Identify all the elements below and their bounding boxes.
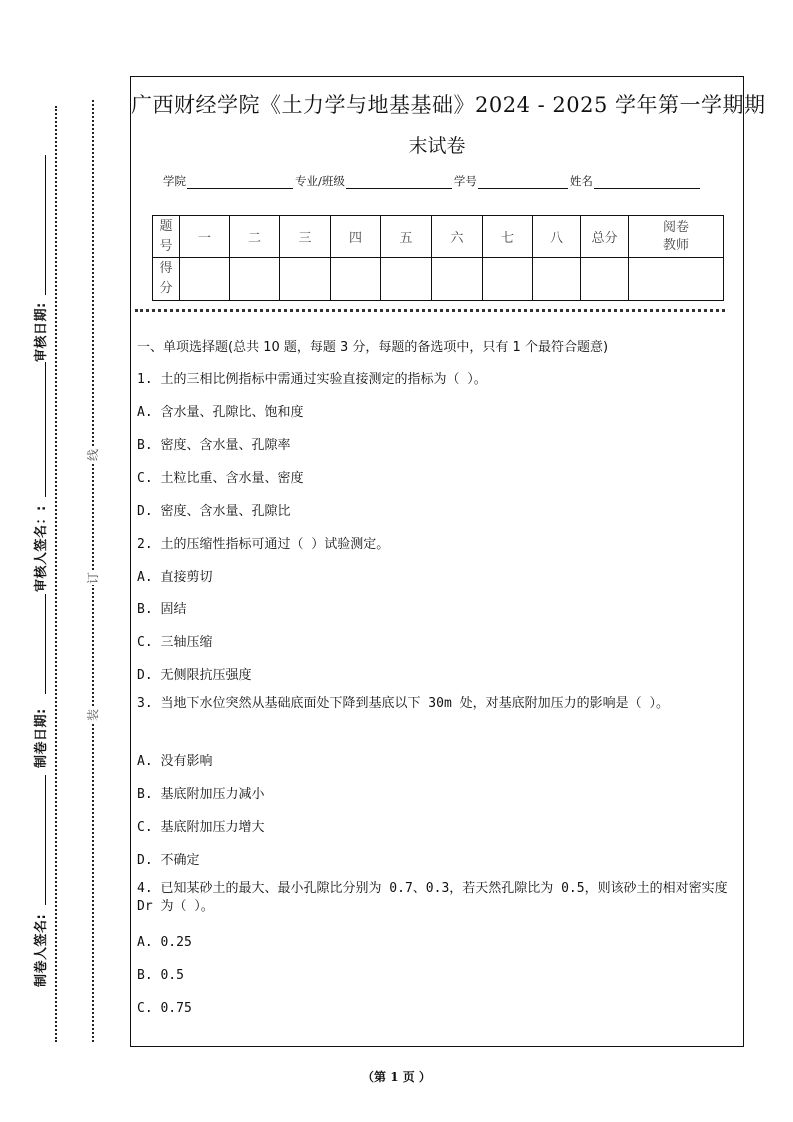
question-stem: 2. 土的压缩性指标可通过（ ）试验测定。 xyxy=(137,537,390,552)
question-option: C. 三轴压缩 xyxy=(137,635,213,650)
student-id-label: 学号 xyxy=(453,174,477,188)
compiler-signature-line xyxy=(45,775,46,905)
student-info-row xyxy=(163,173,702,189)
question-no-header: 题 号 xyxy=(153,216,180,258)
score-cell[interactable] xyxy=(331,258,381,301)
score-cell[interactable] xyxy=(180,258,230,301)
section-heading: 一、单项选择题(总共 10 题，每题 3 分，每题的备选项中，只有 1 个最符合题意) xyxy=(137,340,609,355)
score-cell[interactable] xyxy=(381,258,432,301)
question-option: B. 0.5 xyxy=(137,968,184,983)
binding-char-bind: 装 xyxy=(86,709,100,722)
major-class-field[interactable] xyxy=(346,176,452,189)
question-option: A. 0.25 xyxy=(137,935,192,950)
question-option: A. 含水量、孔隙比、饱和度 xyxy=(137,405,304,420)
binding-char-line: 线 xyxy=(86,449,100,462)
question-stem: 1. 土的三相比例指标中需通过实验直接测定的指标为（ ）。 xyxy=(137,372,487,387)
reviewer-signature-label: 审核人签名：: xyxy=(34,505,49,592)
reviewer-signature-line xyxy=(45,362,46,497)
question-option: A. 没有影响 xyxy=(137,754,213,769)
question-option: C. 基底附加压力增大 xyxy=(137,820,265,835)
score-table-score-row xyxy=(153,258,724,301)
dotted-separator xyxy=(135,309,725,312)
question-option: D. 无侧限抗压强度 xyxy=(137,668,252,683)
compile-date-label: 制卷日期: xyxy=(34,708,49,768)
exam-title-line2: 末试卷 xyxy=(408,135,466,157)
column-header: 七 xyxy=(483,216,533,258)
question-option: B. 固结 xyxy=(137,602,187,617)
college-field[interactable] xyxy=(187,176,293,189)
question-option: C. 0.75 xyxy=(137,1001,192,1016)
score-cell[interactable] xyxy=(280,258,331,301)
column-header: 一 xyxy=(180,216,230,258)
total-score-cell[interactable] xyxy=(581,258,629,301)
score-cell[interactable] xyxy=(432,258,483,301)
exam-frame xyxy=(130,76,766,1047)
column-header: 二 xyxy=(230,216,280,258)
question-stem: 3. 当地下水位突然从基础底面处下降到基底以下 30m 处，对基底附加压力的影响是（ ）。 xyxy=(137,696,669,711)
review-date-line xyxy=(45,155,46,295)
page-number: （第 1 页 ） xyxy=(362,1070,431,1084)
total-score-header: 总分 xyxy=(581,216,629,258)
major-class-label: 专业/班级 xyxy=(295,174,345,188)
student-id-field[interactable] xyxy=(478,176,568,189)
question-stem: 4. 已知某砂土的最大、最小孔隙比分别为 0.7、0.3，若天然孔隙比为 0.5，则该砂土的相对密实度Dr 为（ ）。 xyxy=(137,881,728,914)
binding-char-order: 订 xyxy=(86,572,100,585)
column-header: 三 xyxy=(280,216,331,258)
score-cell[interactable] xyxy=(483,258,533,301)
column-header: 八 xyxy=(533,216,581,258)
question-option: C. 土粒比重、含水量、密度 xyxy=(137,471,304,486)
question-option: D. 密度、含水量、孔隙比 xyxy=(137,504,291,519)
grader-cell[interactable] xyxy=(629,258,724,301)
question-option: D. 不确定 xyxy=(137,853,200,868)
question-option: B. 密度、含水量、孔隙率 xyxy=(137,438,291,453)
score-table xyxy=(152,215,724,301)
score-table-header-row xyxy=(153,216,724,258)
exam-title-line1: 广西财经学院《土力学与地基基础》2024 - 2025 学年第一学期期 xyxy=(131,93,766,117)
binding-dotted-line-inner xyxy=(55,106,57,1042)
compile-date-line xyxy=(45,594,46,694)
score-cell[interactable] xyxy=(230,258,280,301)
column-header: 四 xyxy=(331,216,381,258)
grader-header: 阅卷 教师 xyxy=(629,216,724,258)
name-label: 姓名 xyxy=(569,174,593,188)
column-header: 六 xyxy=(432,216,483,258)
compiler-signature-label: 制卷人签名: xyxy=(34,913,49,987)
question-option: A. 直接剪切 xyxy=(137,570,213,585)
column-header: 五 xyxy=(381,216,432,258)
name-field[interactable] xyxy=(594,176,700,189)
college-label: 学院 xyxy=(163,174,186,188)
score-cell[interactable] xyxy=(533,258,581,301)
review-date-label: 审核日期: xyxy=(34,302,49,362)
score-header: 得 分 xyxy=(153,258,180,301)
question-option: B. 基底附加压力减小 xyxy=(137,787,265,802)
